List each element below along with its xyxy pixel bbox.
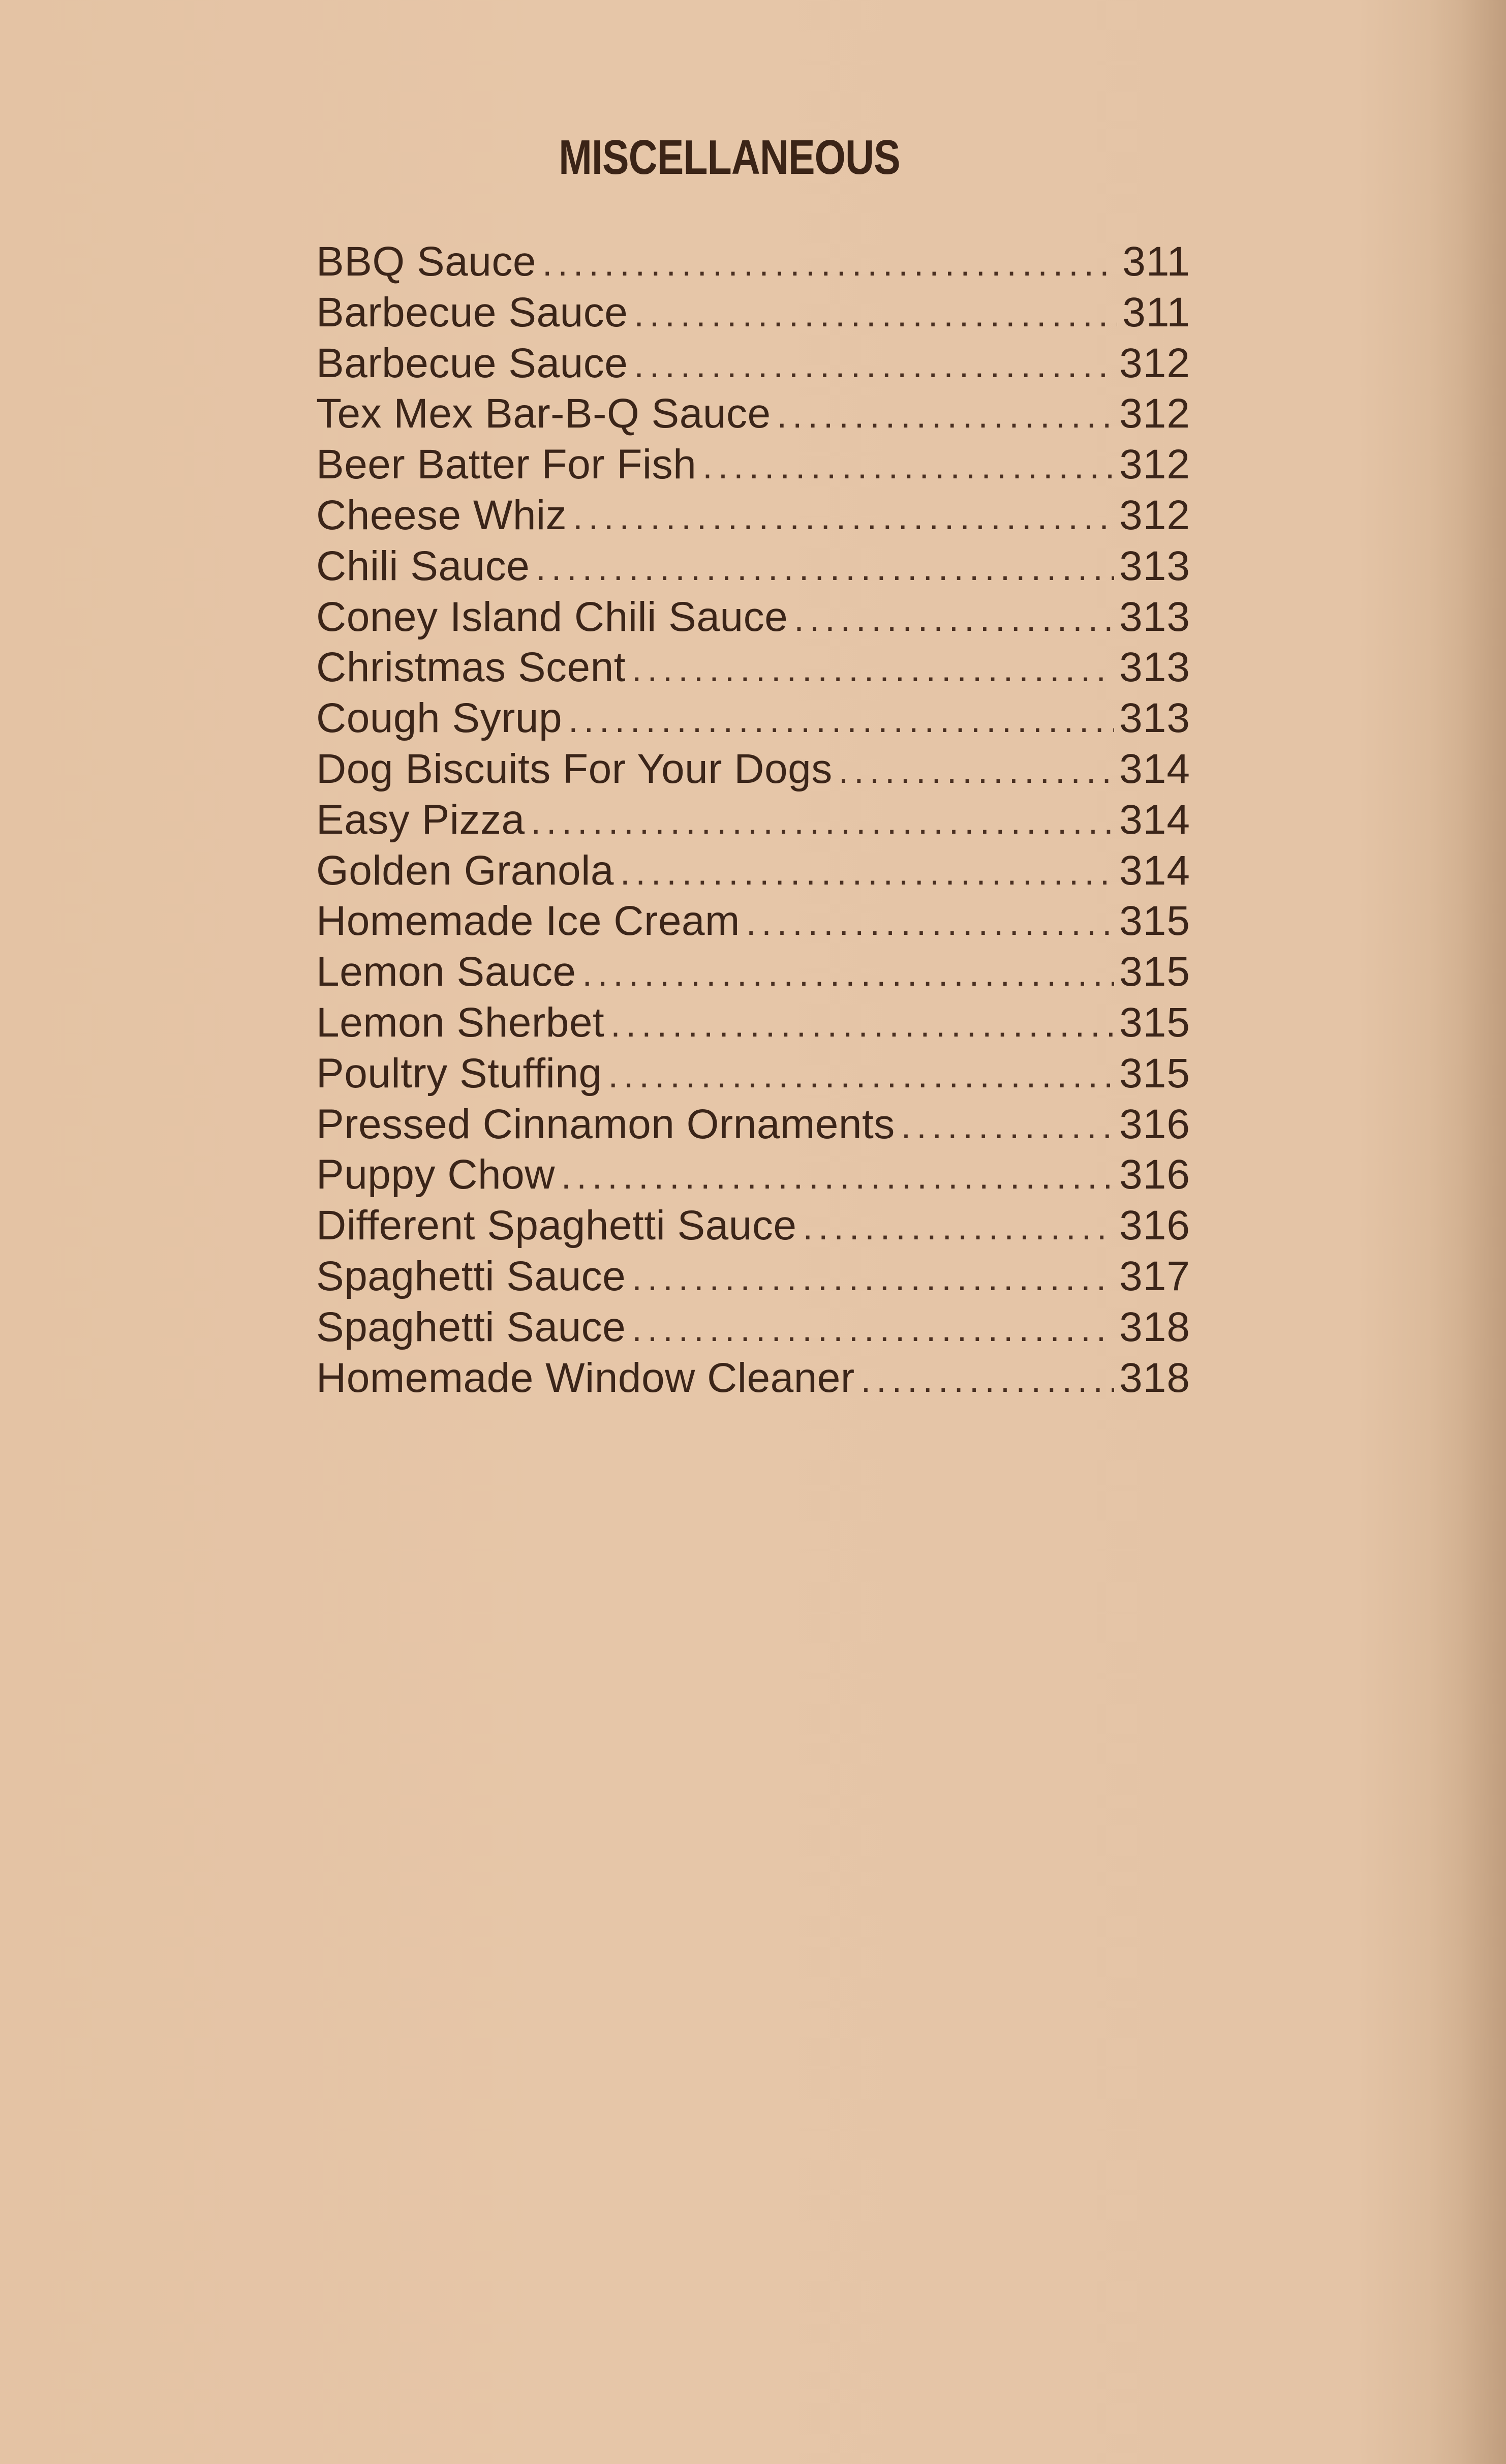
dot-leader (702, 441, 1114, 492)
table-of-contents (316, 236, 1190, 1403)
dot-leader (634, 289, 1117, 340)
entry-page-number: 317 (1119, 1253, 1190, 1299)
dot-leader (777, 390, 1115, 441)
toc-entry (316, 693, 1190, 744)
entry-page-number: 313 (1119, 542, 1190, 589)
entry-title: Spaghetti Sauce (316, 1303, 626, 1350)
dot-leader (746, 898, 1114, 949)
entry-title: Dog Biscuits For Your Dogs (316, 745, 833, 792)
entry-title: Easy Pizza (316, 796, 525, 843)
entry-title: Golden Granola (316, 847, 614, 894)
toc-entry (316, 1302, 1190, 1353)
dot-leader (901, 1101, 1114, 1152)
entry-page-number: 316 (1119, 1101, 1190, 1147)
entry-page-number: 318 (1119, 1303, 1190, 1350)
dot-leader (582, 949, 1115, 999)
toc-entry (316, 1353, 1190, 1404)
entry-page-number: 315 (1119, 999, 1190, 1046)
entry-title: Pressed Cinnamon Ornaments (316, 1101, 895, 1147)
entry-page-number: 315 (1119, 1050, 1190, 1097)
entry-page-number: 311 (1122, 289, 1190, 336)
entry-page-number: 313 (1119, 593, 1190, 640)
entry-page-number: 314 (1119, 847, 1190, 894)
dot-leader (803, 1202, 1115, 1253)
dot-leader (632, 1253, 1114, 1304)
dot-leader (632, 1304, 1114, 1355)
dot-leader (794, 594, 1114, 645)
dot-leader (620, 847, 1114, 898)
toc-entry (316, 236, 1190, 287)
entry-title: Poultry Stuffing (316, 1050, 602, 1097)
entry-page-number: 316 (1119, 1202, 1190, 1249)
entry-page-number: 312 (1119, 340, 1190, 386)
entry-title: Cheese Whiz (316, 492, 567, 538)
dot-leader (531, 797, 1115, 847)
toc-entry (316, 1200, 1190, 1251)
toc-entry (316, 1149, 1190, 1200)
dot-leader (839, 746, 1114, 797)
entry-page-number: 313 (1119, 695, 1190, 742)
toc-entry (316, 1048, 1190, 1099)
entry-page-number: 316 (1119, 1151, 1190, 1198)
entry-title: Barbecue Sauce (316, 340, 628, 386)
toc-entry (316, 1251, 1190, 1302)
section-title: MISCELLANEOUS (559, 130, 900, 185)
toc-entry (316, 439, 1190, 490)
toc-entry (316, 541, 1190, 592)
entry-title: Christmas Scent (316, 644, 626, 691)
dot-leader (568, 695, 1114, 746)
entry-page-number: 312 (1119, 492, 1190, 538)
entry-page-number: 312 (1119, 441, 1190, 488)
entry-title: Homemade Window Cleaner (316, 1354, 855, 1401)
dot-leader (861, 1355, 1114, 1406)
entry-page-number: 314 (1119, 796, 1190, 843)
toc-entry (316, 490, 1190, 541)
toc-entry (316, 845, 1190, 896)
dot-leader (573, 492, 1114, 543)
toc-entry (316, 997, 1190, 1048)
entry-page-number: 315 (1119, 898, 1190, 945)
entry-page-number: 315 (1119, 949, 1190, 995)
toc-entry (316, 642, 1190, 693)
toc-entry (316, 744, 1190, 795)
entry-title: Homemade Ice Cream (316, 898, 740, 945)
entry-page-number: 318 (1119, 1354, 1190, 1401)
entry-title: Different Spaghetti Sauce (316, 1202, 797, 1249)
toc-entry (316, 592, 1190, 643)
dot-leader (608, 1050, 1115, 1101)
toc-entry (316, 896, 1190, 947)
dot-leader (610, 999, 1114, 1050)
entry-title: Tex Mex Bar-B-Q Sauce (316, 390, 771, 437)
dot-leader (561, 1151, 1114, 1202)
entry-title: Cough Syrup (316, 695, 563, 742)
dot-leader (634, 340, 1114, 391)
entry-page-number: 313 (1119, 644, 1190, 691)
entry-title: Coney Island Chili Sauce (316, 593, 788, 640)
entry-title: Spaghetti Sauce (316, 1253, 626, 1299)
toc-entry (316, 947, 1190, 997)
entry-title: Lemon Sauce (316, 949, 576, 995)
dot-leader (536, 543, 1114, 594)
entry-title: Chili Sauce (316, 542, 530, 589)
toc-entry (316, 388, 1190, 439)
toc-entry (316, 795, 1190, 845)
dot-leader (632, 644, 1114, 695)
entry-title: BBQ Sauce (316, 238, 536, 285)
toc-entry (316, 1099, 1190, 1150)
toc-entry (316, 338, 1190, 389)
entry-page-number: 311 (1122, 238, 1190, 285)
toc-entry (316, 287, 1190, 338)
entry-title: Lemon Sherbet (316, 999, 605, 1046)
dot-leader (542, 238, 1117, 289)
page-edge-shadow (1430, 0, 1506, 2464)
entry-title: Barbecue Sauce (316, 289, 628, 336)
entry-title: Puppy Chow (316, 1151, 555, 1198)
entry-page-number: 312 (1119, 390, 1190, 437)
entry-title: Beer Batter For Fish (316, 441, 697, 488)
entry-page-number: 314 (1119, 745, 1190, 792)
